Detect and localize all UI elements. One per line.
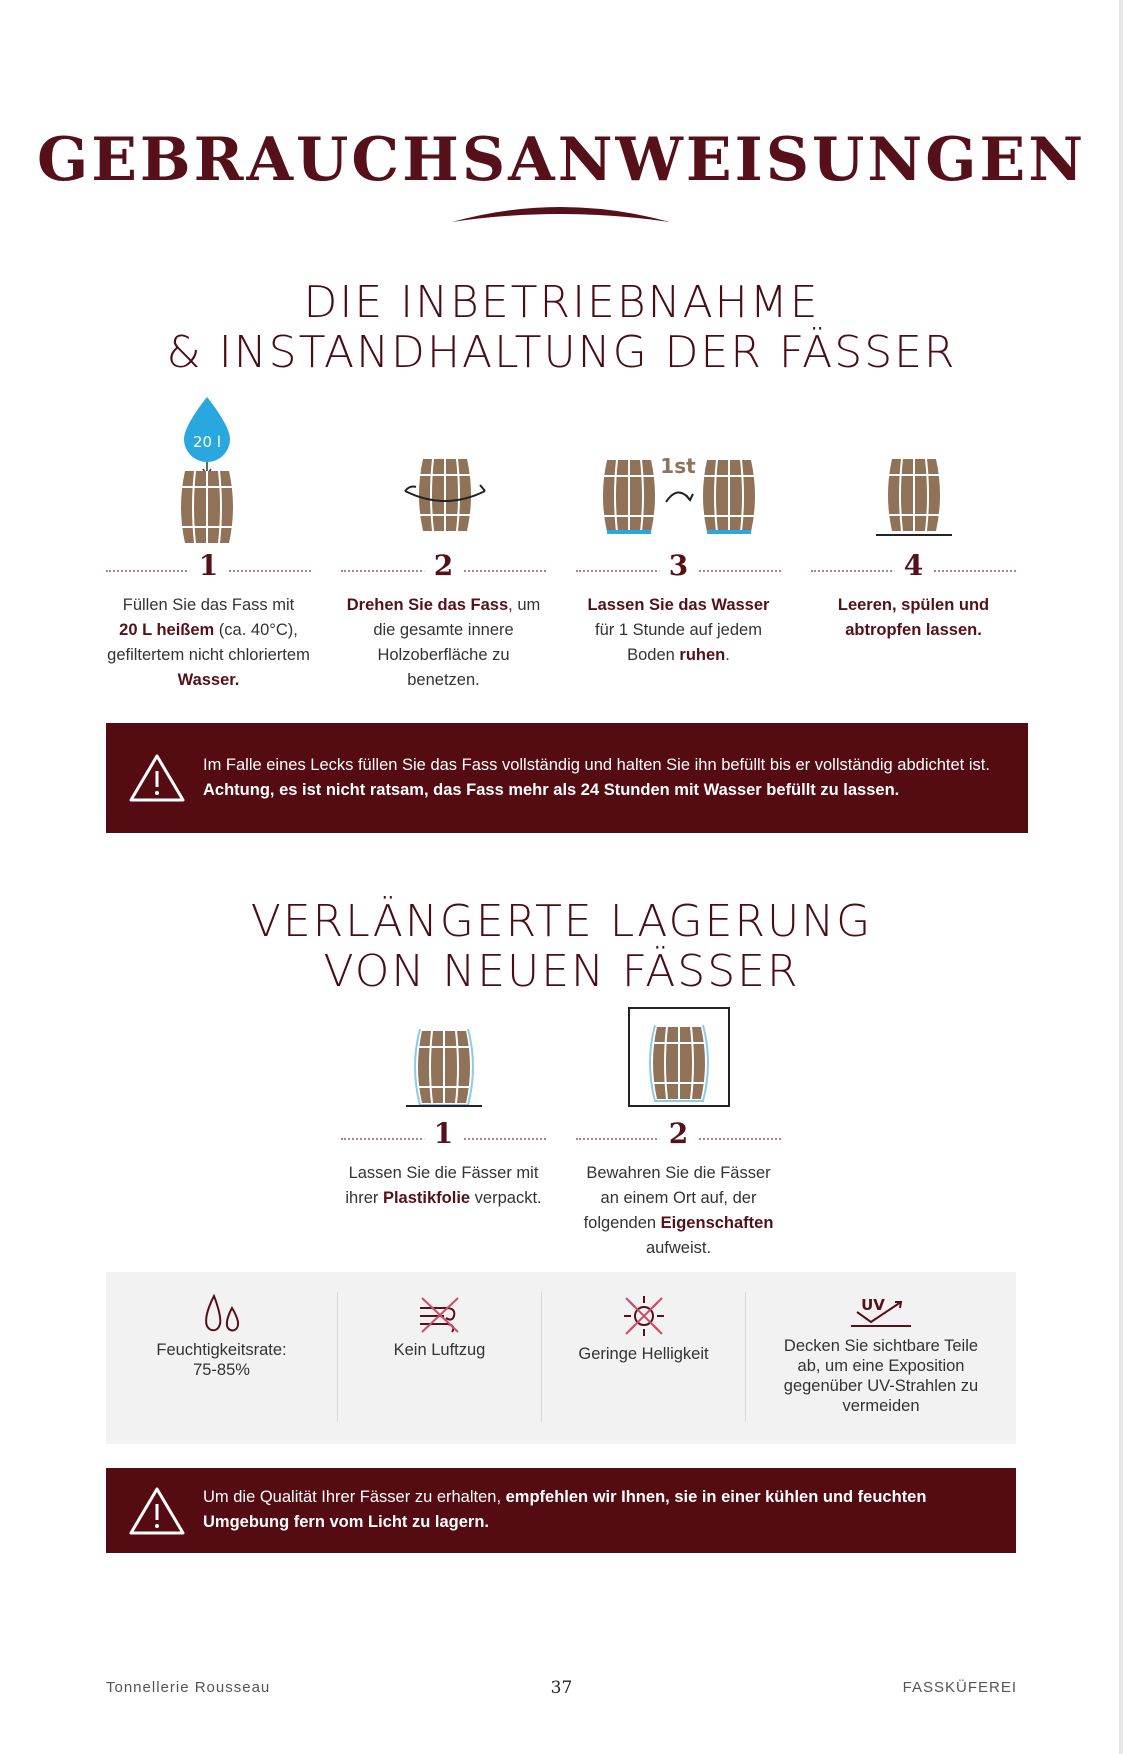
humidity-icon xyxy=(200,1294,244,1334)
warning-banner-leak xyxy=(106,723,1028,833)
warning-leak-text xyxy=(203,753,1008,803)
step-2-text xyxy=(341,593,546,693)
warning-storage-text-b: empfehlen wir Ihnen, sie in einer kühlen und feuchten Umgebung fern vom Licht zu lagern. xyxy=(203,1488,927,1531)
condition-uv-line2: ab, um eine Exposition xyxy=(797,1357,965,1375)
step-1-text-b: 20 L heißem xyxy=(119,621,215,639)
water-drop-icon xyxy=(184,397,230,462)
storage-step-2-text-c: aufweist. xyxy=(645,1239,712,1257)
step-4-rule xyxy=(811,549,1016,585)
condition-low-light-label: Geringe Helligkeit xyxy=(578,1345,709,1363)
step-2-number: 2 xyxy=(424,549,463,582)
section2-heading-line2: VON NEUEN FÄSSER xyxy=(323,946,800,997)
storage-step-2 xyxy=(576,1117,781,1261)
footer-section: FASSKÜFEREI xyxy=(902,1679,1017,1696)
section2-heading-line1: VERLÄNGERTE LAGERUNG xyxy=(250,896,873,947)
storage-step-1-text-a: Lassen Sie die Fässer mit ihrer xyxy=(345,1164,539,1207)
section1-heading xyxy=(0,278,1123,378)
condition-no-draft-label: Kein Luftzug xyxy=(393,1341,486,1359)
step-3-text-c: ruhen xyxy=(679,646,726,664)
step-1 xyxy=(106,549,311,693)
step-1-text-a: Füllen Sie das Fass mit xyxy=(122,596,295,614)
page-title: GEBRAUCHSANWEISUNGEN xyxy=(36,125,1087,195)
step-4-number: 4 xyxy=(894,549,933,582)
storage-step-1-text-b: Plastikfolie xyxy=(382,1189,471,1207)
condition-low-light xyxy=(542,1272,745,1444)
rotate-barrel-icon xyxy=(400,455,490,537)
condition-humidity xyxy=(106,1272,337,1444)
step-2 xyxy=(341,549,546,693)
step-2-text-b: , um die gesamte innere Holzoberfläche zu benetzen. xyxy=(373,596,541,689)
section1-heading-line1: DIE INBETRIEBNAHME xyxy=(303,277,820,328)
condition-uv xyxy=(746,1272,1016,1444)
section2-heading xyxy=(0,897,1123,997)
storage-step-2-text-b: Eigenschaften xyxy=(660,1214,774,1232)
rest-water-barrels-icon xyxy=(596,450,766,538)
storage-step-1 xyxy=(341,1117,546,1211)
step-3-rule xyxy=(576,549,781,585)
step-2-rule xyxy=(341,549,546,585)
uv-icon xyxy=(849,1294,913,1330)
step-1-rule xyxy=(106,549,311,585)
condition-humidity-line1: Feuchtigkeitsrate: xyxy=(156,1341,287,1359)
storage-conditions-panel xyxy=(106,1272,1016,1444)
warning-storage-text-a: Um die Qualität Ihrer Fässer zu erhalten, xyxy=(203,1488,506,1506)
storage-step-2-number: 2 xyxy=(659,1117,698,1150)
step-4-text-a: Leeren, spülen und abtropfen lassen. xyxy=(837,596,990,639)
step-1-text-c: (ca. 40°C), gefiltertem nicht chloriertem xyxy=(107,621,310,664)
step-1-number: 1 xyxy=(189,549,228,582)
title-swoosh-ornament xyxy=(450,200,672,226)
storage-step-1-text xyxy=(341,1161,546,1211)
page-number: 37 xyxy=(550,1678,573,1698)
warning-banner-storage xyxy=(106,1468,1016,1553)
condition-uv-line4: vermeiden xyxy=(842,1397,920,1415)
footer-brand: Tonnellerie Rousseau xyxy=(106,1679,271,1696)
condition-uv-label xyxy=(746,1336,1016,1416)
condition-humidity-line2: 75-85% xyxy=(193,1361,250,1379)
condition-no-draft xyxy=(338,1272,541,1444)
storage-step-1-rule xyxy=(341,1117,546,1153)
drop-label: 20 l xyxy=(192,433,222,451)
uv-icon-text: UV xyxy=(861,1296,885,1314)
first-label: 1st xyxy=(660,454,696,478)
condition-humidity-label xyxy=(106,1340,337,1380)
step-3-text-d: . xyxy=(725,646,730,664)
storage-step-2-text-a: Bewahren Sie die Fässer an einem Ort auf, der folgenden xyxy=(583,1164,771,1232)
storage-step-1-text-c: verpackt. xyxy=(470,1189,542,1207)
curved-arrow-icon xyxy=(666,492,690,502)
step-3-text-a: Lassen Sie das Wasser xyxy=(587,596,770,614)
warning-triangle-icon xyxy=(128,1486,186,1536)
condition-uv-line3: gegenüber UV-Strahlen zu xyxy=(783,1377,979,1395)
step-4-text xyxy=(811,593,1016,643)
step-3-text xyxy=(576,593,781,668)
step-1-text-d: Wasser. xyxy=(177,671,240,689)
step-4 xyxy=(811,549,1016,643)
drain-barrel-icon xyxy=(876,455,952,539)
step-3-text-b: für 1 Stunde auf jedem Boden xyxy=(595,621,762,664)
storage-step-2-rule xyxy=(576,1117,781,1153)
storage-step-2-text xyxy=(576,1161,781,1261)
section1-heading-line2: & INSTANDHALTUNG DER FÄSSER xyxy=(166,327,957,378)
condition-uv-line1: Decken Sie sichtbare Teile xyxy=(783,1337,979,1355)
warning-triangle-icon xyxy=(128,753,186,803)
step-3 xyxy=(576,549,781,668)
warning-leak-line2: Achtung, es ist nicht ratsam, das Fass mehr als 24 Stunden mit Wasser befüllt zu lassen. xyxy=(203,781,900,799)
storage-step-1-number: 1 xyxy=(424,1117,463,1150)
page-edge-shadow xyxy=(1119,0,1123,1754)
stored-barrel-icon xyxy=(628,1007,730,1107)
low-light-icon xyxy=(620,1294,668,1338)
no-draft-icon xyxy=(416,1294,464,1334)
fill-barrel-icon xyxy=(172,395,242,545)
wrapped-barrel-icon xyxy=(406,1025,482,1109)
step-2-text-a: Drehen Sie das Fass xyxy=(346,596,509,614)
warning-leak-line1: Im Falle eines Lecks füllen Sie das Fass vollständig und halten Sie ihn befüllt bis er vollständig abdichtet ist. xyxy=(203,756,990,774)
warning-storage-text xyxy=(203,1485,996,1535)
step-3-number: 3 xyxy=(659,549,698,582)
step-1-text xyxy=(106,593,311,693)
